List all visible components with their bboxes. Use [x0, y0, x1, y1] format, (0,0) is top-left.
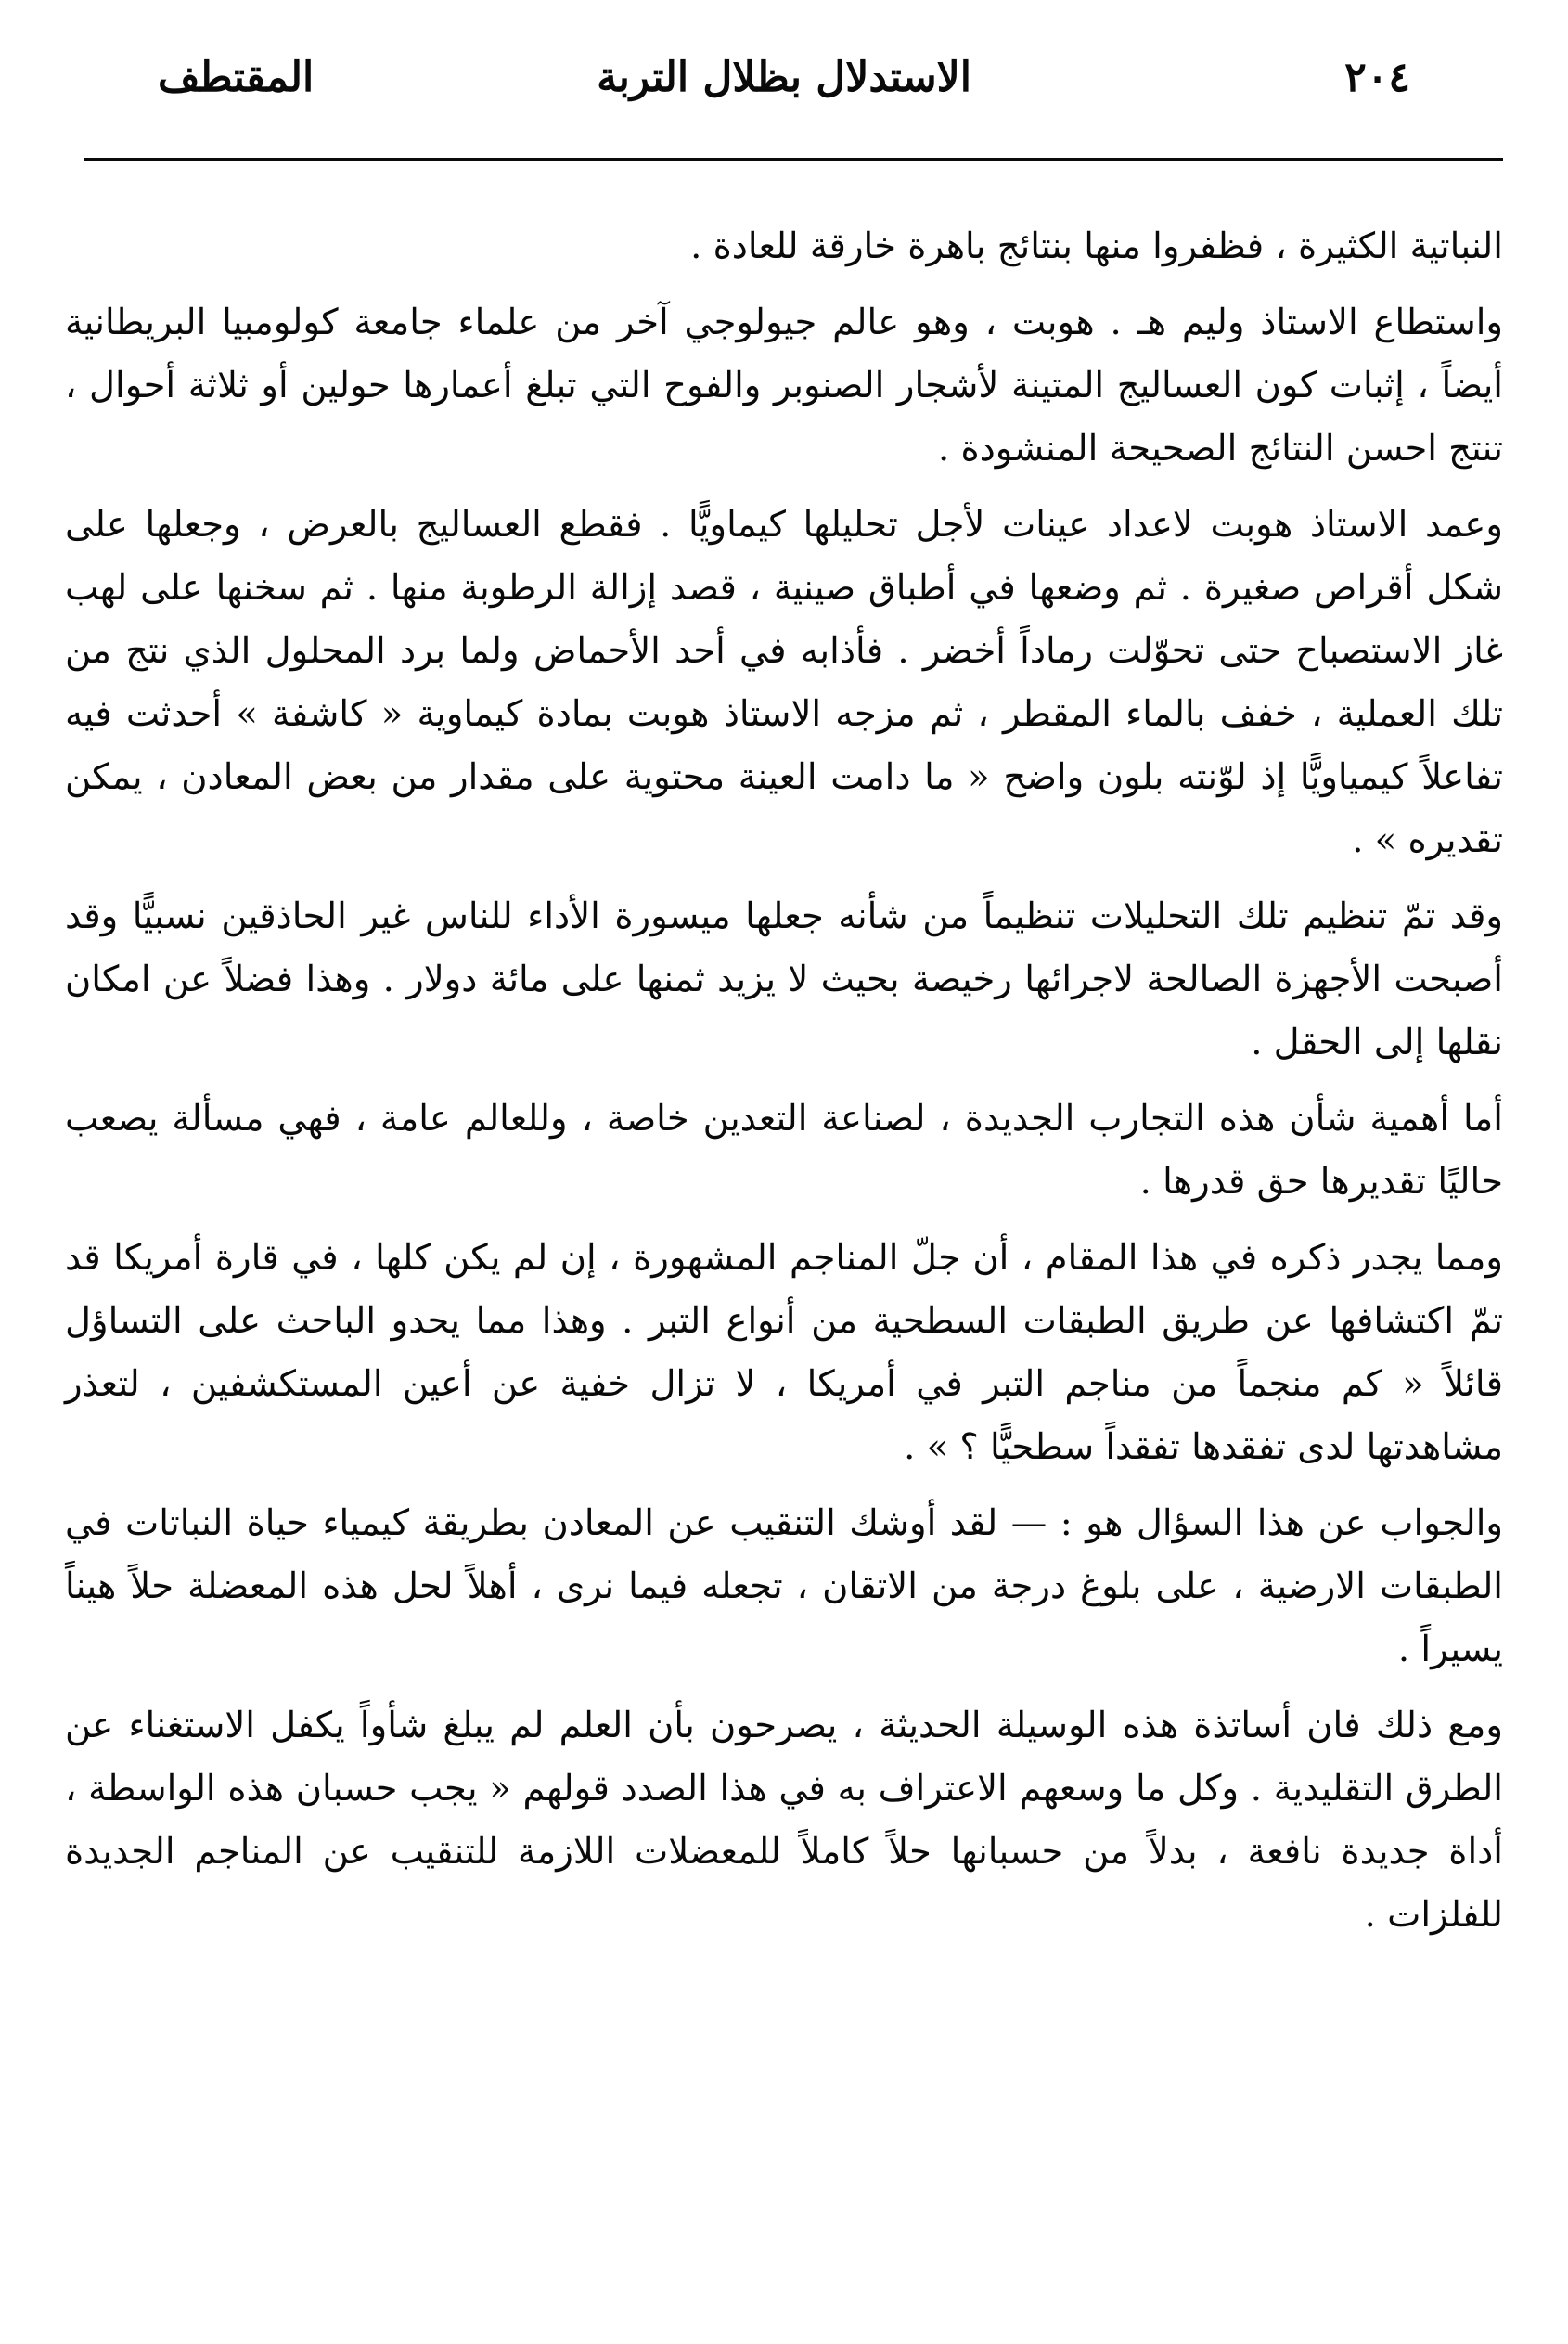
header-rule — [84, 158, 1503, 161]
page-header — [139, 54, 1429, 119]
paragraph: ومما يجدر ذكره في هذا المقام ، أن جلّ المناجم المشهورة ، إن لم يكن كلها ، في قارة أمريكا قد تمّ اكتشافها عن طريق الطبقات السطحية من أنواع التبر . وهذا مما يحدو الباحث على التساؤل قائلاً « كم منجماً من مناجم التبر في أمريكا ، لا تزال خفية عن أعين المستكشفين ، لتعذر مشاهدتها لدى تفقدها تفقداً سطحيًّا ؟ » . — [65, 1237, 1503, 1468]
paragraph: النباتية الكثيرة ، فظفروا منها بنتائج باهرة خارقة للعادة . — [690, 225, 1503, 267]
paragraph: والجواب عن هذا السؤال هو : — لقد أوشك التنقيب عن المعادن بطريقة كيمياء حياة النباتات في الطبقات الارضية ، على بلوغ درجة من الاتقان ، تجعله فيما نرى ، أهلاً لحل هذه المعضلة حلاً هيناً يسيراً . — [65, 1502, 1503, 1670]
running-title: الاستدلال بظلال التربة — [597, 54, 971, 101]
paragraph: أما أهمية شأن هذه التجارب الجديدة ، لصناعة التعدين خاصة ، وللعالم عامة ، فهي مسألة يصعب حاليًا تقديرها حق قدرها . — [65, 1098, 1503, 1203]
journal-name: المقتطف — [158, 54, 315, 101]
paragraph: واستطاع الاستاذ وليم هـ . هوبت ، وهو عالم جيولوجي آخر من علماء جامعة كولومبيا البريطانية أيضاً ، إثبات كون العساليج المتينة لأشجار الصنوبر والفوح التي تبلغ أعمارها حولين أو ثلاثة أحوال ، تنتج احسن النتائج الصحيحة المنشودة . — [65, 302, 1503, 470]
paragraph: وعمد الاستاذ هوبت لاعداد عينات لأجل تحليلها كيماويًّا . فقطع العساليج بالعرض ، وجعلها على شكل أقراص صغيرة . ثم وضعها في أطباق صينية ، قصد إزالة الرطوبة منها . ثم سخنها على لهب غاز الاستصباح حتى تحوّلت رماداً أخضر . فأذابه في أحد الأحماض ولما برد المحلول الذي نتج من تلك العملية ، خفف بالماء المقطر ، ثم مزجه الاستاذ هوبت بمادة كيماوية « كاشفة » أحدثت فيه تفاعلاً كيمياويًّا إذ لوّنته بلون واضح « ما دامت العينة محتوية على مقدار من بعض المعادن ، يمكن تقديره » . — [65, 504, 1503, 861]
paragraph: ومع ذلك فان أساتذة هذه الوسيلة الحديثة ، يصرحون بأن العلم لم يبلغ شأواً يكفل الاستغناء عن الطرق التقليدية . وكل ما وسعهم الاعتراف به في هذا الصدد قولهم « يجب حسبان هذه الواسطة ، أداة جديدة نافعة ، بدلاً من حسبانها حلاً كاملاً للمعضلات اللازمة للتنقيب عن المناجم الجديدة للفلزات . — [65, 1705, 1503, 1936]
page-number: ٢٠٤ — [1344, 54, 1410, 101]
article-body — [65, 215, 1503, 1960]
paragraph: وقد تمّ تنظيم تلك التحليلات تنظيماً من شأنه جعلها ميسورة الأداء للناس غير الحاذقين نسبيًّا وقد أصبحت الأجهزة الصالحة لاجرائها رخيصة بحيث لا يزيد ثمنها على مائة دولار . وهذا فضلاً عن امكان نقلها إلى الحقل . — [65, 895, 1503, 1063]
